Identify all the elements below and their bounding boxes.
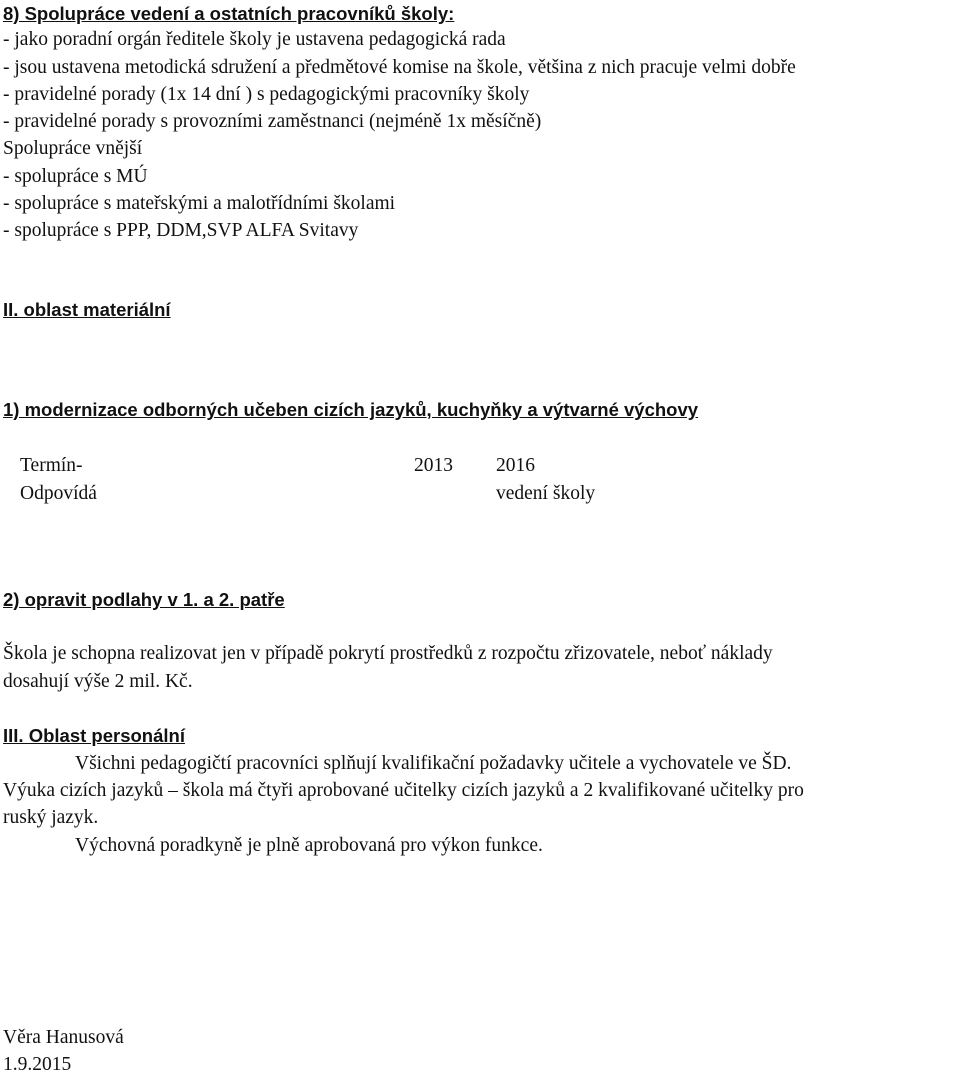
section8-line-7: - spolupráce s mateřskými a malotřídními školami: [3, 193, 396, 214]
signature-date: 1.9.2015: [3, 1054, 72, 1075]
section3-line-2: Výuka cizích jazyků – škola má čtyři aprobované učitelky cizích jazyků a 2 kvalifikované učitelky pro: [3, 780, 804, 801]
item1-heading: 1) modernizace odborných učeben cizích jazyků, kuchyňky a výtvarné výchovy: [3, 399, 699, 420]
section3-line-3: ruský jazyk.: [3, 807, 99, 828]
responsible-value: vedení školy: [496, 483, 596, 504]
section8-line-5: Spolupráce vnější: [3, 138, 143, 159]
section8-heading: 8) Spolupráce vedení a ostatních pracovníků školy:: [3, 3, 455, 24]
term-to: 2016: [496, 455, 535, 476]
section2-heading: II. oblast materiální: [3, 299, 171, 320]
signature-name: Věra Hanusová: [3, 1027, 124, 1048]
section3-line-1: Všichni pedagogičtí pracovníci splňují kvalifikační požadavky učitele a vychovatele ve ŠD.: [75, 753, 792, 774]
item2-heading: 2) opravit podlahy v 1. a 2. patře: [3, 589, 285, 610]
section3-heading: III. Oblast personální: [3, 725, 185, 746]
term-from: 2013: [414, 455, 453, 476]
item2-text-line-1: Škola je schopna realizovat jen v případě pokrytí prostředků z rozpočtu zřizovatele, neboť náklady: [3, 643, 773, 664]
item2-text-line-2: dosahují výše 2 mil. Kč.: [3, 671, 193, 692]
section8-line-2: - jsou ustavena metodická sdružení a předmětové komise na škole, většina z nich pracuje velmi dobře: [3, 57, 796, 78]
section8-line-3: - pravidelné porady (1x 14 dní ) s pedagogickými pracovníky školy: [3, 84, 530, 105]
section8-line-4: - pravidelné porady s provozními zaměstnanci (nejméně 1x měsíčně): [3, 111, 542, 132]
responsible-label: Odpovídá: [20, 483, 97, 504]
section8-line-6: - spolupráce s MÚ: [3, 166, 148, 187]
section8-line-8: - spolupráce s PPP, DDM,SVP ALFA Svitavy: [3, 220, 359, 241]
section8-line-1: - jako poradní orgán ředitele školy je ustavena pedagogická rada: [3, 29, 506, 50]
section3-line-4: Výchovná poradkyně je plně aprobovaná pro výkon funkce.: [75, 835, 543, 856]
term-label: Termín-: [20, 455, 83, 476]
